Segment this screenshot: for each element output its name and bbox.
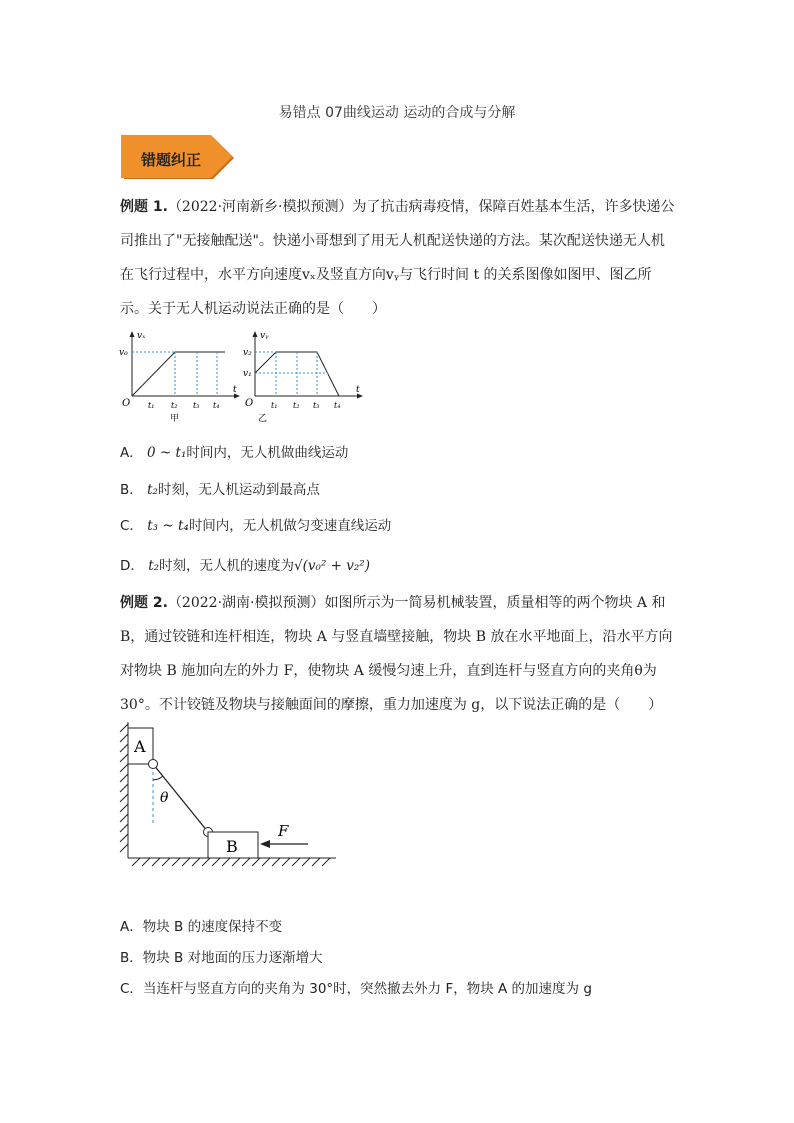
example1-option-d[interactable]	[120, 554, 370, 574]
page-title: 易错点 07曲线运动 运动的合成与分解	[278, 105, 516, 121]
option-letter: C．	[120, 518, 143, 534]
option-formula: √(v₀² + v₂²)	[294, 558, 370, 574]
option-text: 时间内，无人机做匀变速直线运动	[188, 518, 392, 534]
block-a-label: A	[134, 737, 146, 756]
banner-label: 错题纠正	[141, 151, 202, 169]
yi-caption: 乙	[258, 414, 268, 423]
example2-line-1: 如图所示为一简易机械装置，质量相等的两个物块 A 和	[324, 595, 666, 611]
option-text: 当连杆与竖直方向的夹角为 30°时，突然撤去外力 F，物块 A 的加速度为 g	[142, 981, 592, 997]
example1-option-b[interactable]	[120, 478, 320, 498]
example1-source: （2022·河南新乡·模拟预测）	[167, 199, 353, 215]
yi-t2: t₂	[293, 401, 300, 410]
option-text: 时刻，无人机运动到最高点	[157, 482, 320, 498]
yi-t4: t₄	[334, 401, 341, 410]
yi-y-axis-label: vᵧ	[260, 331, 269, 341]
jia-caption: 甲	[170, 414, 180, 423]
example1-option-c[interactable]	[120, 514, 391, 534]
yi-origin: O	[245, 398, 254, 409]
example2-text	[120, 586, 680, 722]
option-text: 时刻，无人机的速度为	[159, 558, 295, 574]
angle-theta: θ	[160, 790, 169, 806]
jia-t1: t₁	[148, 401, 155, 410]
option-math: t₃ ~ t₄	[147, 518, 189, 534]
example2-option-c[interactable]	[120, 977, 592, 997]
jia-v0-label: v₀	[119, 348, 128, 358]
jia-t-axis-label: t	[233, 385, 237, 395]
graph-jia	[115, 328, 245, 423]
option-math: 0 ~ t₁	[147, 445, 187, 461]
option-letter: A．	[120, 919, 143, 935]
option-text: 物块 B 的速度保持不变	[142, 919, 283, 935]
example2-line-4: 30°。不计铰链及物块与接触面间的摩擦，重力加速度为 g，以下说法正确的是（ ）	[120, 697, 663, 713]
option-letter: D．	[120, 558, 144, 574]
example2-source: （2022·湖南·模拟预测）	[167, 595, 325, 611]
example2-option-b[interactable]	[120, 946, 323, 966]
jia-y-axis-label: vₓ	[137, 331, 146, 341]
yi-t1: t₁	[271, 401, 278, 410]
jia-origin: O	[122, 398, 131, 409]
example2-line-2: B，通过铰链和连杆相连，物块 A 与竖直墙壁接触，物块 B 放在水平地面上，沿水平方向	[120, 629, 673, 645]
block-b-label: B	[226, 837, 238, 856]
yi-t3: t₃	[313, 401, 320, 410]
option-letter: B．	[120, 950, 143, 966]
force-label: F	[278, 822, 289, 840]
yi-t-axis-label: t	[356, 385, 360, 395]
yi-v1-label: v₁	[243, 369, 252, 379]
option-math: t₂	[148, 558, 160, 574]
example1-line-3: 在飞行过程中，水平方向速度vₓ及竖直方向vᵧ与飞行时间 t 的关系图像如图甲、图乙所	[120, 267, 652, 283]
option-math: t₂	[147, 482, 158, 498]
example2-line-3: 对物块 B 施加向左的外力 F，使物块 A 缓慢匀速上升，直到连杆与竖直方向的夹角θ为	[120, 663, 657, 679]
example1-line-2: 司推出了"无接触配送"。快递小哥想到了用无人机配送快递的方法。某次配送快递无人机	[120, 233, 665, 249]
option-text: 时间内，无人机做曲线运动	[186, 445, 349, 461]
jia-t3: t₃	[193, 401, 200, 410]
example1-lead: 例题 1.	[120, 199, 168, 215]
mechanism-figure	[118, 718, 343, 868]
example1-option-a[interactable]	[120, 441, 348, 461]
option-text: 物块 B 对地面的压力逐渐增大	[142, 950, 323, 966]
example1-text	[120, 190, 680, 326]
yi-v2-label: v₂	[243, 348, 252, 358]
example2-option-a[interactable]	[120, 915, 282, 935]
hinge-top	[149, 760, 158, 769]
example1-line-1: 为了抗击病毒疫情，保障百姓基本生活，许多快递公	[352, 199, 675, 215]
example1-line-4: 示。关于无人机运动说法正确的是（ ）	[120, 301, 386, 317]
option-letter: C．	[120, 981, 143, 997]
example2-lead: 例题 2.	[120, 595, 168, 611]
graph-yi	[238, 328, 368, 423]
option-letter: A．	[120, 445, 143, 461]
jia-t2: t₂	[171, 401, 178, 410]
option-letter: B．	[120, 482, 143, 498]
jia-t4: t₄	[213, 401, 220, 410]
